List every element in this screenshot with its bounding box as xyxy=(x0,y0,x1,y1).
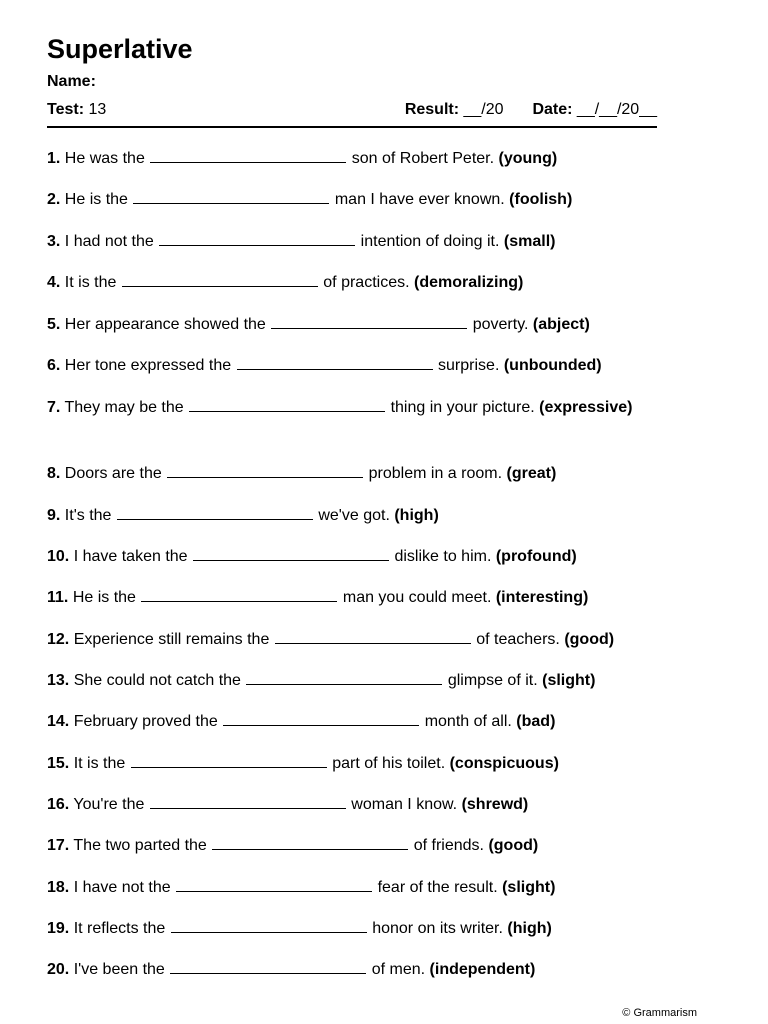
question-item xyxy=(47,585,657,610)
answer-blank[interactable] xyxy=(131,753,327,768)
question-hint: (demoralizing) xyxy=(414,274,524,291)
test-info xyxy=(47,99,106,121)
question-hint: (conspicuous) xyxy=(449,755,559,772)
question-text-before: It is the xyxy=(73,755,126,772)
question-text-before: Her appearance showed the xyxy=(64,316,266,333)
question-text-before: It reflects the xyxy=(73,920,166,937)
question-hint: (great) xyxy=(506,465,557,482)
question-text-after: intention of doing it. xyxy=(360,233,500,250)
question-item xyxy=(47,312,657,337)
question-text-before: I had not the xyxy=(64,233,154,250)
question-text-before: It's the xyxy=(64,507,112,524)
answer-blank[interactable] xyxy=(237,355,433,370)
question-item xyxy=(47,875,657,900)
question-item xyxy=(47,353,657,378)
question-hint: (high) xyxy=(507,920,552,937)
question-text-before: The two parted the xyxy=(73,837,207,854)
answer-blank[interactable] xyxy=(223,711,419,726)
question-item xyxy=(47,229,657,254)
question-text-after: dislike to him. xyxy=(394,548,492,565)
question-text-before: Her tone expressed the xyxy=(64,357,232,374)
question-hint: (slight) xyxy=(502,879,556,896)
question-hint: (bad) xyxy=(516,713,556,730)
answer-blank[interactable] xyxy=(170,959,366,974)
question-number: 5. xyxy=(47,316,61,333)
question-hint: (abject) xyxy=(532,316,590,333)
question-item xyxy=(47,751,657,776)
test-label: Test: xyxy=(47,101,85,118)
question-text-before: They may be the xyxy=(64,399,184,416)
question-text-after: honor on its writer. xyxy=(372,920,503,937)
question-number: 11. xyxy=(47,589,69,606)
test-number: 13 xyxy=(88,101,107,118)
question-hint: (good) xyxy=(564,631,615,648)
question-text-before: She could not catch the xyxy=(73,672,241,689)
question-text-after: woman I know. xyxy=(351,796,458,813)
question-item xyxy=(47,187,657,212)
question-text-before: It is the xyxy=(64,274,117,291)
question-text-after: son of Robert Peter. xyxy=(351,150,495,167)
result-date-info xyxy=(405,99,657,121)
question-item xyxy=(47,146,657,171)
question-hint: (independent) xyxy=(429,961,536,978)
question-hint: (small) xyxy=(503,233,556,250)
question-text-after: of practices. xyxy=(323,274,410,291)
question-text-before: You're the xyxy=(73,796,145,813)
answer-blank[interactable] xyxy=(159,231,355,246)
question-number: 17. xyxy=(47,837,70,854)
question-item xyxy=(47,270,657,295)
question-text-after: of teachers. xyxy=(476,631,560,648)
question-text-after: of friends. xyxy=(413,837,484,854)
question-number: 18. xyxy=(47,879,70,896)
name-label: Name: xyxy=(47,73,96,90)
question-text-before: February proved the xyxy=(73,713,218,730)
question-text-after: month of all. xyxy=(424,713,512,730)
question-text-after: we've got. xyxy=(318,507,390,524)
question-text-after: glimpse of it. xyxy=(447,672,538,689)
question-hint: (expressive) xyxy=(539,399,633,416)
question-item xyxy=(47,544,657,569)
question-text-before: Doors are the xyxy=(64,465,162,482)
question-item xyxy=(47,709,657,734)
question-hint: (shrewd) xyxy=(461,796,529,813)
answer-blank[interactable] xyxy=(189,397,385,412)
test-meta-row xyxy=(47,99,657,121)
answer-blank[interactable] xyxy=(193,546,389,561)
question-text-after: man I have ever known. xyxy=(334,191,505,208)
question-number: 14. xyxy=(47,713,70,730)
answer-blank[interactable] xyxy=(271,314,467,329)
question-number: 13. xyxy=(47,672,70,689)
answer-blank[interactable] xyxy=(171,918,367,933)
question-text-before: I've been the xyxy=(73,961,165,978)
question-item xyxy=(47,957,657,982)
question-hint: (slight) xyxy=(542,672,596,689)
question-text-after: fear of the result. xyxy=(377,879,498,896)
question-item xyxy=(47,461,657,486)
worksheet-title: Superlative xyxy=(47,34,193,64)
answer-blank[interactable] xyxy=(150,148,346,163)
question-hint: (unbounded) xyxy=(503,357,602,374)
question-item xyxy=(47,792,657,817)
question-number: 12. xyxy=(47,631,70,648)
question-item xyxy=(47,668,657,693)
question-number: 9. xyxy=(47,507,61,524)
answer-blank[interactable] xyxy=(150,794,346,809)
question-item xyxy=(47,833,657,858)
result-label: Result: xyxy=(404,101,460,118)
question-number: 7. xyxy=(47,399,61,416)
question-hint: (foolish) xyxy=(509,191,573,208)
question-number: 2. xyxy=(47,191,61,208)
copyright-footer: © Grammarism xyxy=(622,1007,697,1019)
question-text-after: part of his toilet. xyxy=(332,755,446,772)
answer-blank[interactable] xyxy=(122,272,318,287)
answer-blank[interactable] xyxy=(212,835,408,850)
question-number: 8. xyxy=(47,465,61,482)
question-item xyxy=(47,916,657,941)
question-text-before: I have not the xyxy=(73,879,171,896)
question-text-after: surprise. xyxy=(438,357,500,374)
result-value: __/20 xyxy=(463,101,504,118)
question-text-before: I have taken the xyxy=(73,548,188,565)
question-text-after: thing in your picture. xyxy=(390,399,535,416)
question-text-after: of men. xyxy=(371,961,426,978)
question-text-after: poverty. xyxy=(472,316,529,333)
question-text-before: He is the xyxy=(64,191,128,208)
question-hint: (interesting) xyxy=(495,589,589,606)
question-item xyxy=(47,627,657,652)
question-number: 20. xyxy=(47,961,70,978)
answer-blank[interactable] xyxy=(141,587,337,602)
question-number: 15. xyxy=(47,755,70,772)
date-label: Date: xyxy=(532,101,573,118)
question-number: 6. xyxy=(47,357,61,374)
header-divider xyxy=(47,126,657,128)
question-hint: (young) xyxy=(498,150,558,167)
question-hint: (high) xyxy=(394,507,439,524)
question-text-before: Experience still remains the xyxy=(73,631,270,648)
date-value: __/__/20__ xyxy=(576,101,657,118)
question-text-before: He was the xyxy=(64,150,145,167)
question-hint: (good) xyxy=(488,837,539,854)
question-number: 3. xyxy=(47,233,61,250)
question-item xyxy=(47,395,657,420)
question-item xyxy=(47,503,657,528)
question-hint: (profound) xyxy=(495,548,577,565)
question-number: 16. xyxy=(47,796,70,813)
question-text-after: man you could meet. xyxy=(342,589,492,606)
answer-blank[interactable] xyxy=(275,629,471,644)
question-number: 19. xyxy=(47,920,70,937)
answer-blank[interactable] xyxy=(117,505,313,520)
answer-blank[interactable] xyxy=(167,463,363,478)
answer-blank[interactable] xyxy=(133,189,329,204)
answer-blank[interactable] xyxy=(246,670,442,685)
question-number: 1. xyxy=(47,150,61,167)
answer-blank[interactable] xyxy=(176,877,372,892)
question-text-after: problem in a room. xyxy=(368,465,503,482)
question-text-before: He is the xyxy=(72,589,136,606)
question-number: 10. xyxy=(47,548,70,565)
question-number: 4. xyxy=(47,274,61,291)
